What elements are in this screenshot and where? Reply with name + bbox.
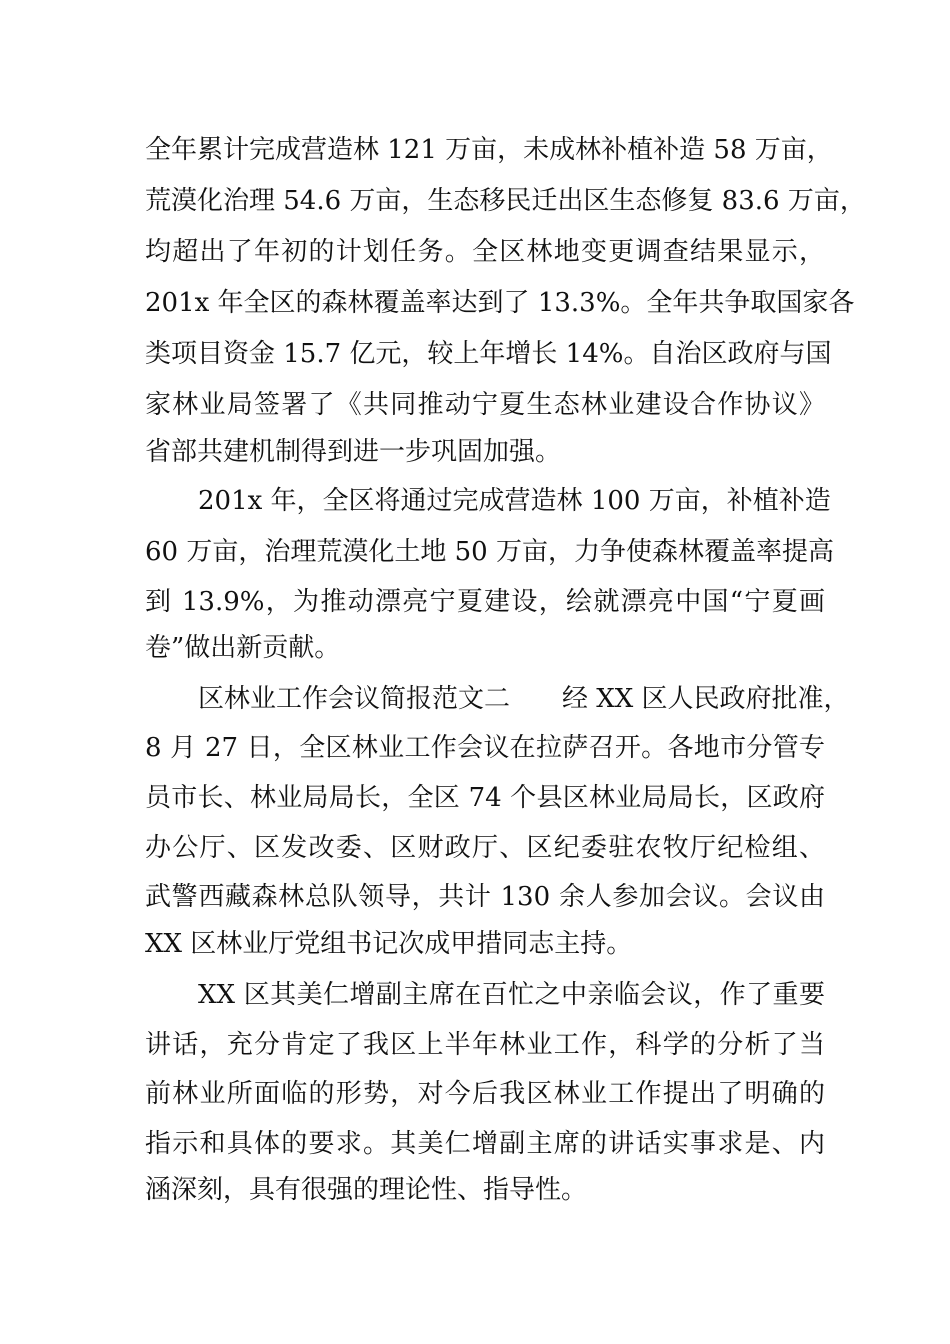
text-line-8: 201x 年，全区将通过完成营造林 100 万亩，补植补造 (198, 486, 831, 516)
text-line-21: 指示和具体的要求。其美仁增副主席的讲话实事求是、内 (145, 1129, 825, 1159)
text-line-22: 涵深刻，具有很强的理论性、指导性。 (145, 1175, 588, 1205)
text-line-18: XX 区其美仁增副主席在百忙之中亲临会议，作了重要 (198, 980, 825, 1010)
text-line-3: 均超出了年初的计划任务。全区林地变更调查结果显示， (145, 237, 825, 267)
text-line-1: 全年累计完成营造林 121 万亩，未成林补植补造 58 万亩， (145, 135, 833, 165)
text-line-15: 办公厅、区发改委、区财政厅、区纪委驻农牧厅纪检组、 (145, 833, 825, 863)
text-line-4: 201x 年全区的森林覆盖率达到了 13.3%。全年共争取国家各 (145, 288, 855, 318)
text-line-10: 到 13.9%，为推动漂亮宁夏建设，绘就漂亮中国“宁夏画 (145, 587, 825, 617)
text-line-6: 家林业局签署了《共同推动宁夏生态林业建设合作协议》 (145, 390, 825, 420)
text-line-11: 卷”做出新贡献。 (145, 633, 341, 663)
text-line-2: 荒漠化治理 54.6 万亩，生态移民迁出区生态修复 83.6 万亩， (145, 186, 866, 216)
text-line-16: 武警西藏森林总队领导，共计 130 余人参加会议。会议由 (145, 882, 825, 912)
text-line-7: 省部共建机制得到进一步巩固加强。 (145, 437, 562, 467)
text-line-17: XX 区林业厅党组书记次成甲措同志主持。 (145, 929, 633, 959)
text-line-14: 员市长、林业局局长，全区 74 个县区林业局局长，区政府 (145, 783, 825, 813)
text-line-20: 前林业所面临的形势，对今后我区林业工作提出了明确的 (145, 1079, 825, 1109)
text-line-12: 区林业工作会议简报范文二 经 XX 区人民政府批准， (198, 684, 850, 714)
text-line-13: 8 月 27 日，全区林业工作会议在拉萨召开。各地市分管专 (145, 733, 825, 763)
text-line-19: 讲话，充分肯定了我区上半年林业工作，科学的分析了当 (145, 1030, 825, 1060)
text-line-5: 类项目资金 15.7 亿元，较上年增长 14%。自治区政府与国 (145, 339, 832, 369)
text-line-9: 60 万亩，治理荒漠化土地 50 万亩，力争使森林覆盖率提高 (145, 537, 834, 567)
